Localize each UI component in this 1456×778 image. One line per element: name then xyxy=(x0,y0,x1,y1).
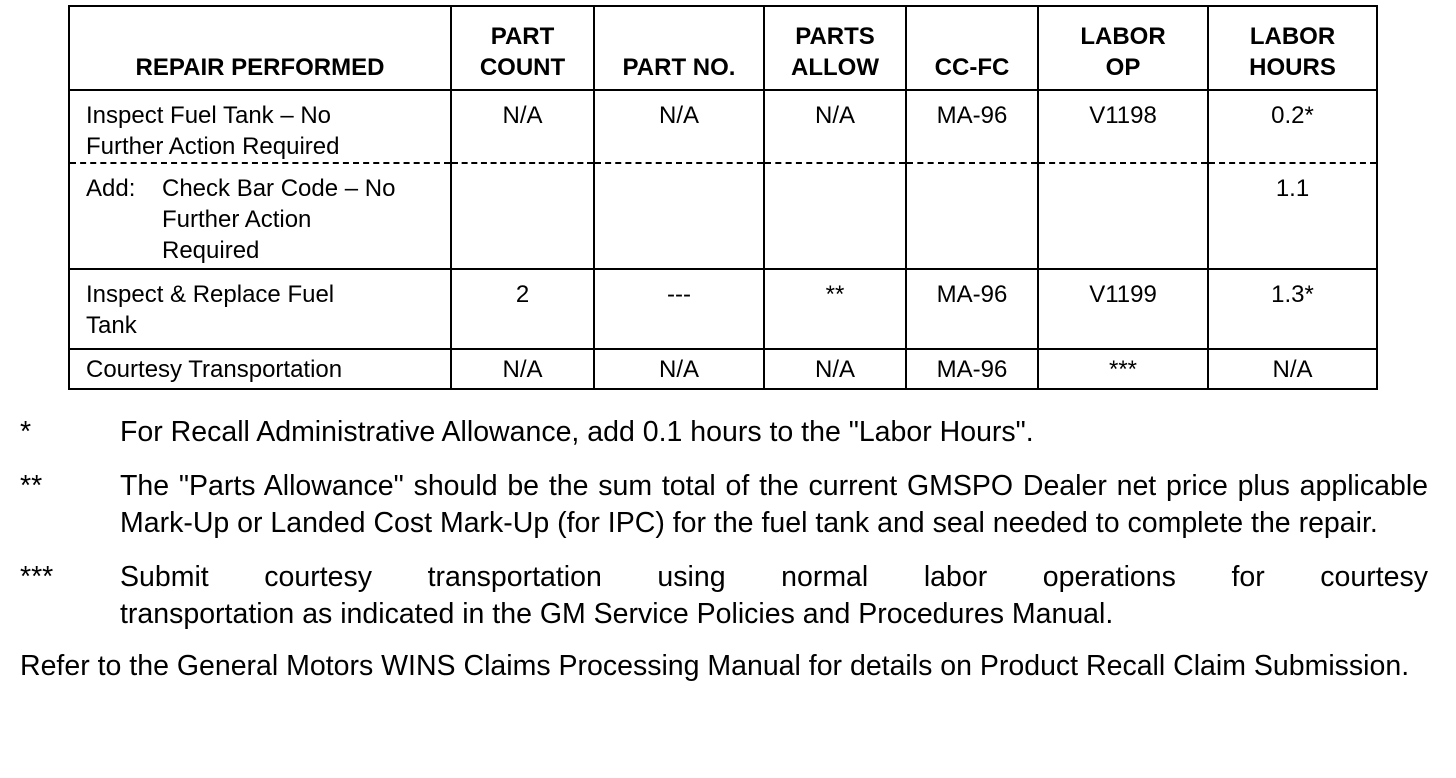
table-header-row xyxy=(69,6,1377,90)
parts-allow-cell: N/A xyxy=(764,349,906,389)
cc-fc-cell: MA-96 xyxy=(906,269,1038,349)
labor-op-cell: V1198 xyxy=(1038,90,1208,163)
header-cc-fc: CC-FC xyxy=(906,6,1038,90)
labor-hours-cell: 0.2* xyxy=(1208,90,1377,163)
table-row xyxy=(69,90,1377,163)
footnote-courtesy-transportation xyxy=(20,559,1428,633)
footnote-text-line-2: transportation as indicated in the GM Service Policies and Procedures Manual. xyxy=(120,598,1114,630)
table-row xyxy=(69,163,1377,269)
labor-hours-cell: N/A xyxy=(1208,349,1377,389)
part-count-cell: N/A xyxy=(451,90,594,163)
labor-op-cell: *** xyxy=(1038,349,1208,389)
footnote-mark: ** xyxy=(20,470,43,502)
parts-allow-cell xyxy=(764,163,906,269)
footnote-mark: * xyxy=(20,416,32,448)
header-labor-op: LABOR OP xyxy=(1038,6,1208,90)
labor-op-cell xyxy=(1038,163,1208,269)
repair-table xyxy=(68,5,1378,390)
header-repair-performed: REPAIR PERFORMED xyxy=(69,6,451,90)
part-count-cell: 2 xyxy=(451,269,594,349)
parts-allow-cell: ** xyxy=(764,269,906,349)
repair-cell: Inspect Fuel Tank – No Further Action Required xyxy=(69,90,451,163)
header-labor-hours: LABOR HOURS xyxy=(1208,6,1377,90)
footnotes xyxy=(20,414,1428,685)
footnote-text-line-1: Submit courtesy transportation using normal labor operations for courtesy xyxy=(120,561,1428,593)
footnote-labor-hours xyxy=(20,414,1428,451)
header-part-count: PART COUNT xyxy=(451,6,594,90)
footnote-text: The "Parts Allowance" should be the sum total of the current GMSPO Dealer net price plus applicable Mark-Up or Landed Cost Mark-Up (for IPC) for the fuel tank and seal needed to complete the repair. xyxy=(120,470,1428,539)
footnote-mark: *** xyxy=(20,561,54,593)
refer-paragraph: Refer to the General Motors WINS Claims Processing Manual for details on Product Recall Claim Submission. xyxy=(20,650,1410,682)
footnote-parts-allowance xyxy=(20,468,1428,542)
labor-hours-cell: 1.1 xyxy=(1208,163,1377,269)
cc-fc-cell: MA-96 xyxy=(906,349,1038,389)
part-count-cell: N/A xyxy=(451,349,594,389)
repair-cell: Inspect & Replace Fuel Tank xyxy=(69,269,451,349)
labor-hours-cell: 1.3* xyxy=(1208,269,1377,349)
repair-cell: Add: Check Bar Code – No Further Action Required xyxy=(69,163,451,269)
header-parts-allow: PARTS ALLOW xyxy=(764,6,906,90)
header-part-no: PART NO. xyxy=(594,6,764,90)
part-no-cell: N/A xyxy=(594,349,764,389)
labor-op-cell: V1199 xyxy=(1038,269,1208,349)
table-row xyxy=(69,349,1377,389)
part-no-cell: --- xyxy=(594,269,764,349)
table-row xyxy=(69,269,1377,349)
footnote-text: For Recall Administrative Allowance, add 0.1 hours to the "Labor Hours". xyxy=(120,416,1034,448)
part-no-cell: N/A xyxy=(594,90,764,163)
cc-fc-cell: MA-96 xyxy=(906,90,1038,163)
cc-fc-cell xyxy=(906,163,1038,269)
part-no-cell xyxy=(594,163,764,269)
part-count-cell xyxy=(451,163,594,269)
repair-cell: Courtesy Transportation xyxy=(69,349,451,389)
parts-allow-cell: N/A xyxy=(764,90,906,163)
add-label: Add: xyxy=(86,175,136,202)
